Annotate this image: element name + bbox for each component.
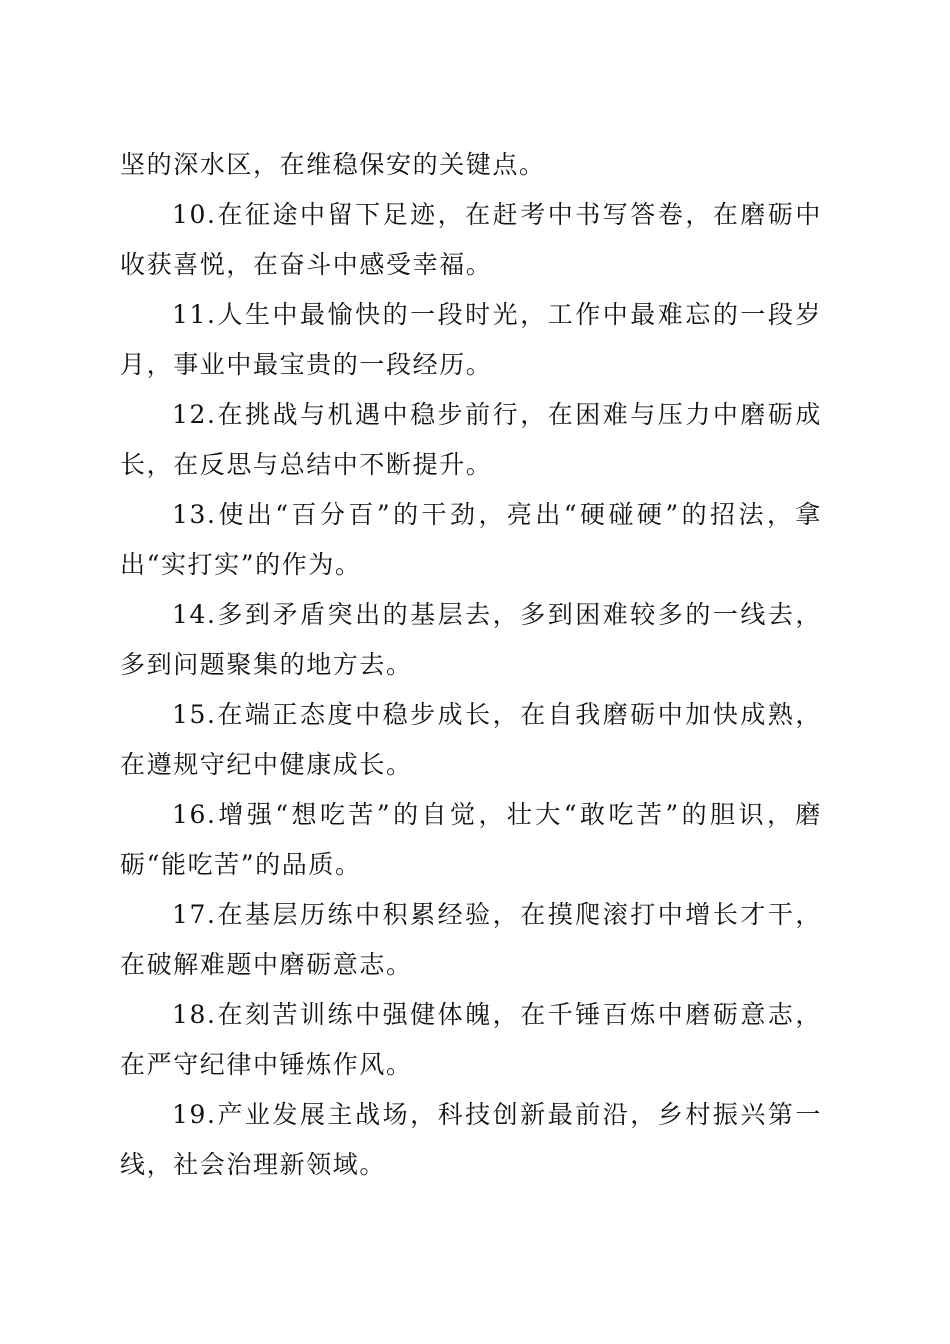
paragraph-continuation: 坚的深水区，在维稳保安的关键点。 bbox=[120, 150, 546, 179]
paragraph-item-16: 16.增强“想吃苦”的自觉，壮大“敢吃苦”的胆识，磨砺“能吃苦”的品质。 bbox=[120, 800, 822, 879]
document-body bbox=[120, 140, 822, 1190]
paragraph-item-15: 15.在端正态度中稳步成长，在自我磨砺中加快成熟，在遵规守纪中健康成长。 bbox=[120, 700, 822, 779]
paragraph-item-11: 11.人生中最愉快的一段时光，工作中最难忘的一段岁月，事业中最宝贵的一段经历。 bbox=[120, 300, 822, 379]
paragraph-item-17: 17.在基层历练中积累经验，在摸爬滚打中增长才干，在破解难题中磨砺意志。 bbox=[120, 900, 822, 979]
paragraph-item-12: 12.在挑战与机遇中稳步前行，在困难与压力中磨砺成长，在反思与总结中不断提升。 bbox=[120, 400, 822, 479]
paragraph-item-13: 13.使出“百分百”的干劲，亮出“硬碰硬”的招法，拿出“实打实”的作为。 bbox=[120, 500, 822, 579]
paragraph-item-10: 10.在征途中留下足迹，在赶考中书写答卷，在磨砺中收获喜悦，在奋斗中感受幸福。 bbox=[120, 200, 822, 279]
paragraph-item-19: 19.产业发展主战场，科技创新最前沿，乡村振兴第一线，社会治理新领域。 bbox=[120, 1100, 822, 1179]
paragraph-item-14: 14.多到矛盾突出的基层去，多到困难较多的一线去，多到问题聚集的地方去。 bbox=[120, 600, 822, 679]
paragraph-item-18: 18.在刻苦训练中强健体魄，在千锤百炼中磨砺意志，在严守纪律中锤炼作风。 bbox=[120, 1000, 822, 1079]
